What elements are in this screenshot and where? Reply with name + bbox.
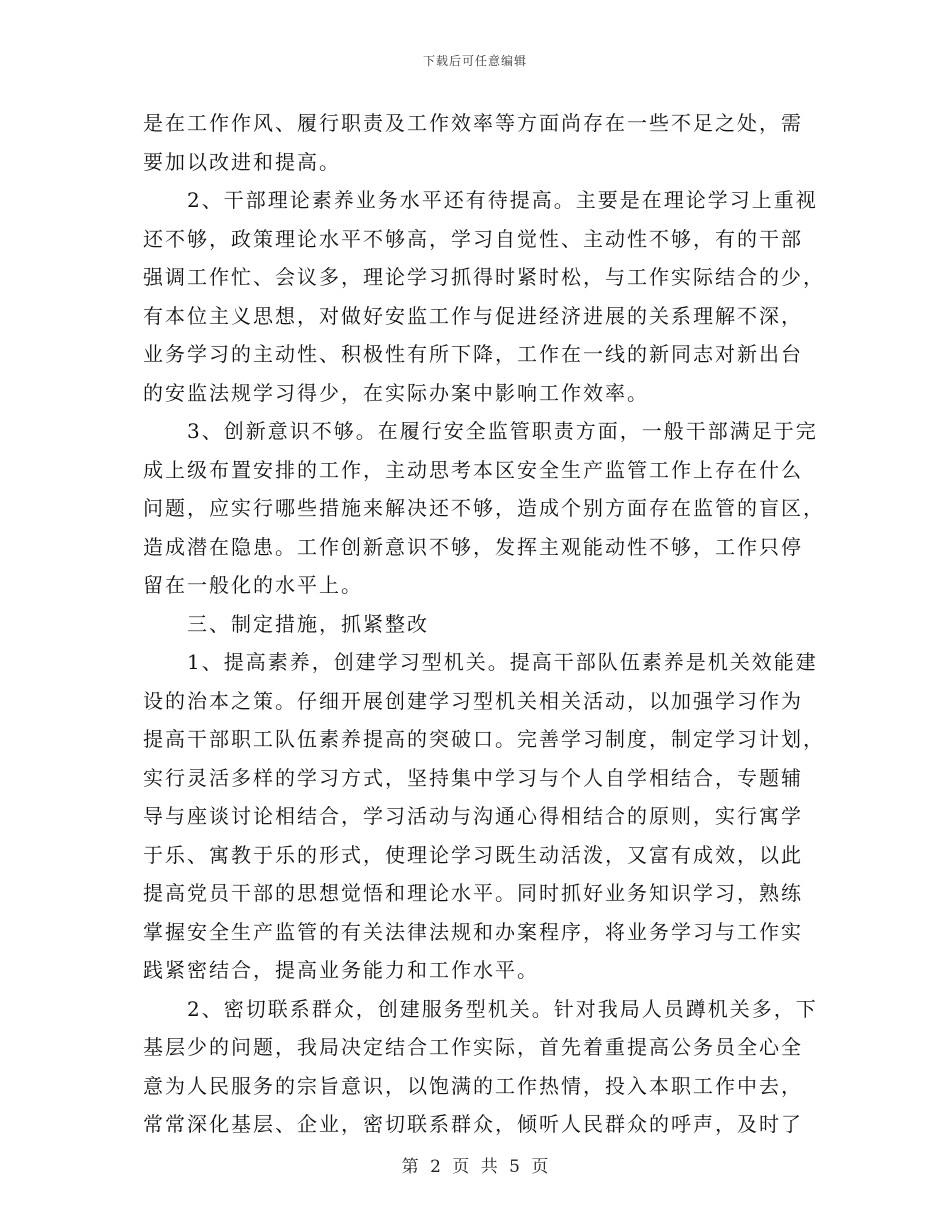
text-line: 有本位主义思想，对做好安监工作与促进经济进展的关系理解不深， (143, 303, 803, 328)
text-line: 于乐、寓教于乐的形式，使理论学习既生动活泼，又富有成效，以此 (143, 842, 803, 867)
text-line: 是在工作作风、履行职责及工作效率等方面尚存在一些不足之处，需 (143, 111, 803, 135)
text-line: 基层少的问题，我局决定结合工作实际，首先着重提高公务员全心全 (143, 1035, 803, 1059)
text-line: 提高干部职工队伍素养提高的突破口。完善学习制度，制定学习计划， (143, 727, 825, 751)
section-heading: 三、制定措施，抓紧整改 (187, 611, 429, 636)
text-line: 提高党员干部的思想觉悟和理论水平。同时抓好业务知识学习，熟练 (143, 881, 803, 905)
document-body (143, 104, 825, 1144)
text-line: 实行灵活多样的学习方式，坚持集中学习与个人自学相结合，专题辅 (143, 765, 803, 790)
text-line: 还不够，政策理论水平不够高，学习自觉性、主动性不够，有的干部 (143, 226, 803, 251)
text-line: 成上级布置安排的工作，主动思考本区安全生产监管工作上存在什么 (143, 457, 803, 482)
text-line: 掌握安全生产监管的有关法律法规和办案程序，将业务学习与工作实 (143, 919, 803, 944)
paragraph-start-line: 1、提高素养，创建学习型机关。提高干部队伍素养是机关效能建 (187, 650, 818, 674)
text-line: 造成潜在隐患。工作创新意识不够，发挥主观能动性不够，工作只停 (143, 534, 803, 559)
text-line: 强调工作忙、会议多，理论学习抓得时紧时松，与工作实际结合的少， (143, 265, 825, 289)
text-line: 意为人民服务的宗旨意识，以饱满的工作热情，投入本职工作中去， (143, 1073, 803, 1098)
text-line: 业务学习的主动性、积极性有所下降，工作在一线的新同志对新出台 (143, 342, 803, 366)
text-line: 要加以改进和提高。 (143, 149, 341, 174)
text-line: 践紧密结合，提高业务能力和工作水平。 (143, 958, 539, 982)
text-line: 留在一般化的水平上。 (143, 573, 363, 597)
paragraph-start-line: 2、密切联系群众，创建服务型机关。针对我局人员蹲机关多，下 (187, 996, 818, 1021)
page-header-note: 下载后可任意编辑 (422, 54, 527, 68)
page-number: 第 2 页 共 5 页 (401, 1157, 549, 1177)
text-line: 的安监法规学习得少，在实际办案中影响工作效率。 (143, 380, 649, 405)
paragraph-start-line: 3、创新意识不够。在履行安全监管职责方面，一般干部满足于完 (187, 419, 818, 443)
text-line: 问题，应实行哪些措施来解决还不够，造成个别方面存在监管的盲区， (143, 496, 825, 520)
text-line: 设的治本之策。仔细开展创建学习型机关相关活动，以加强学习作为 (143, 688, 803, 713)
text-line: 导与座谈讨论相结合，学习活动与沟通心得相结合的原则，实行寓学 (143, 804, 803, 828)
text-line: 常常深化基层、企业，密切联系群众，倾听人民群众的呼声，及时了 (143, 1112, 803, 1136)
paragraph-start-line: 2、干部理论素养业务水平还有待提高。主要是在理论学习上重视 (187, 188, 818, 212)
